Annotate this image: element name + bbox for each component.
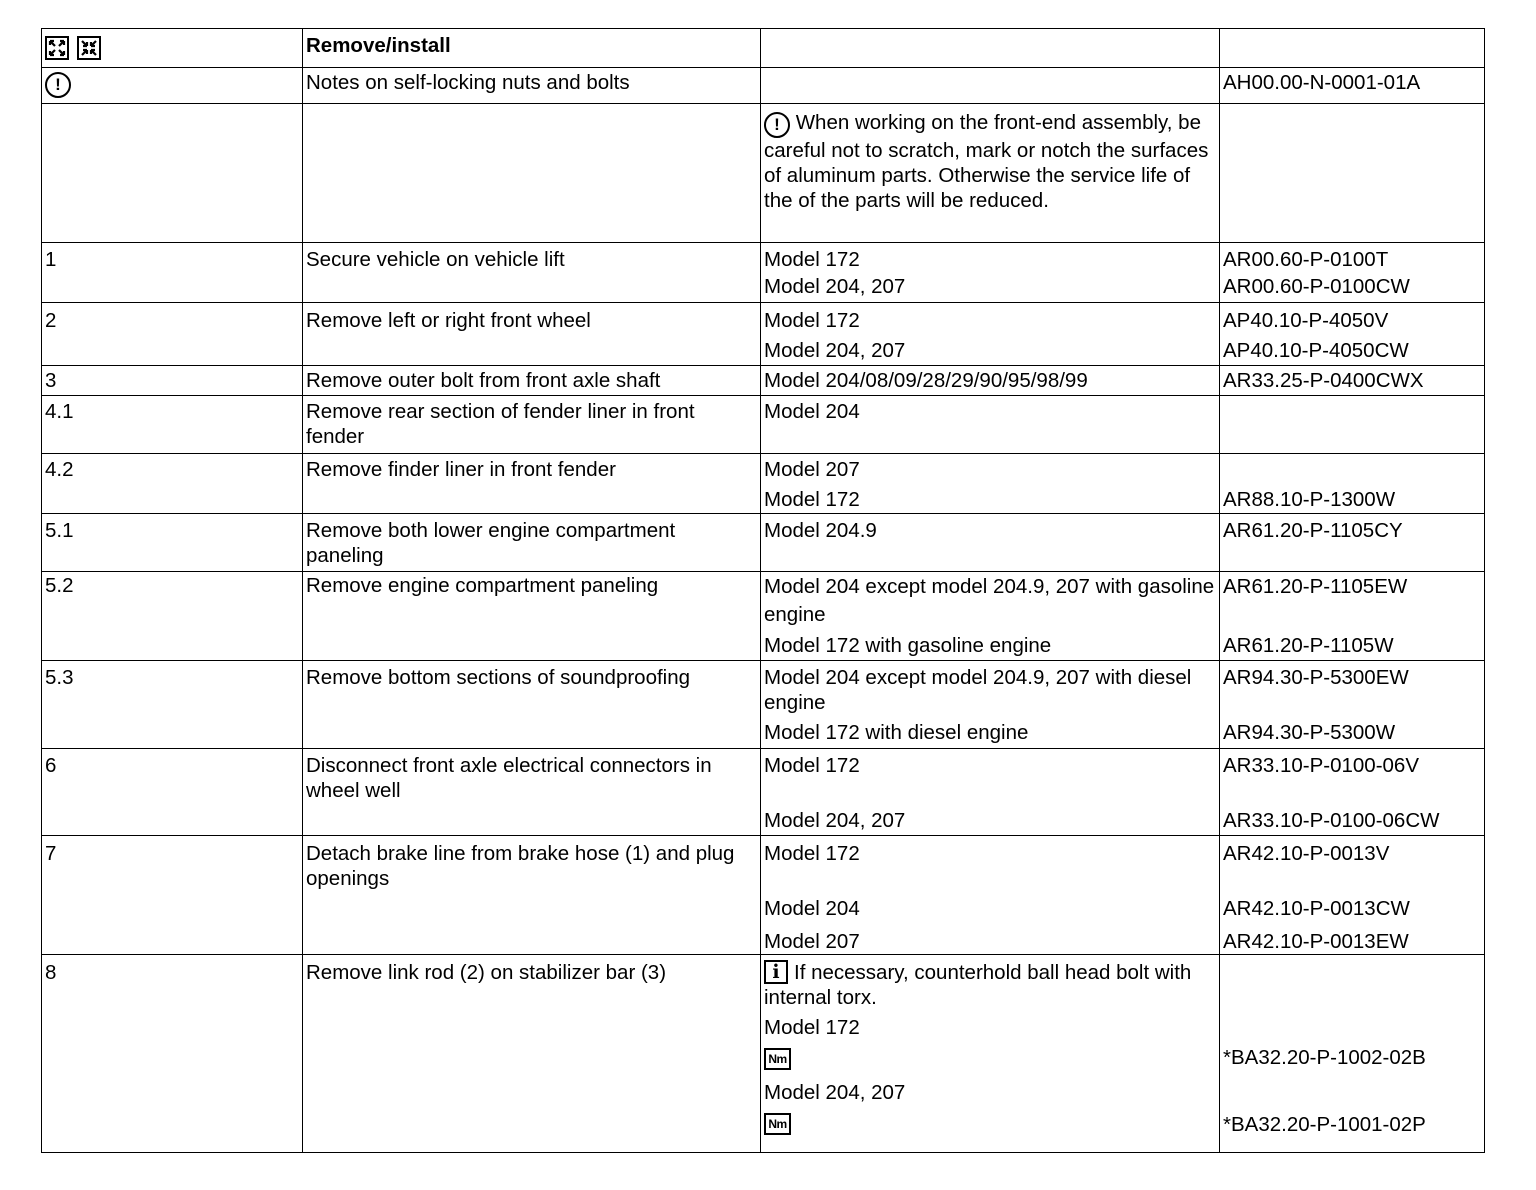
step-number: 4.1 [45, 400, 74, 423]
reference-link[interactable]: AR42.10-P-0013CW [1223, 897, 1410, 920]
step-description: Remove both lower engine compartment paneling [306, 519, 676, 567]
step-description: Remove rear section of fender liner in front fender [306, 400, 695, 448]
table-row [42, 514, 1485, 572]
reference-link[interactable]: *BA32.20-P-1001-02P [1223, 1113, 1426, 1136]
step-description: Detach brake line from brake hose (1) and plug openings [306, 842, 735, 890]
reference-link[interactable]: AR00.60-P-0100CW [1223, 275, 1410, 298]
reference-link[interactable]: AR33.10-P-0100-06V [1223, 754, 1420, 777]
reference-link[interactable]: AR61.20-P-1105CY [1223, 519, 1403, 542]
model-text: Model 204 [764, 400, 860, 423]
step-description: Remove outer bolt from front axle shaft [306, 369, 661, 392]
model-text: Model 207 [764, 930, 860, 953]
header-col4 [1220, 29, 1485, 68]
reference-link[interactable]: AR33.25-P-0400CWX [1223, 369, 1424, 392]
header-col3 [761, 29, 1220, 68]
reference-link[interactable]: AR61.20-P-1105W [1223, 634, 1394, 657]
reference-link[interactable]: AP40.10-P-4050CW [1223, 339, 1409, 362]
torque-row [764, 1110, 1215, 1135]
model-text: Model 172 [764, 1016, 860, 1039]
step-description: Secure vehicle on vehicle lift [306, 248, 565, 271]
step-number: 3 [45, 369, 57, 392]
model-text: Model 204 except model 204.9, 207 with diesel engine [764, 666, 1192, 714]
step-number: 8 [45, 961, 57, 984]
model-text: Model 204 [764, 897, 860, 920]
remove-icon [45, 36, 69, 60]
model-text: Model 204, 207 [764, 339, 906, 362]
header-row [42, 29, 1485, 68]
reference-link[interactable]: *BA32.20-P-1002-02B [1223, 1046, 1426, 1069]
header-icons-cell [42, 29, 303, 68]
model-text: Model 204/08/09/28/29/90/95/98/99 [764, 369, 1088, 392]
table-row [42, 836, 1485, 955]
notes-row [42, 68, 1485, 104]
step-number: 5.3 [45, 666, 74, 689]
step-description: Remove engine compartment paneling [306, 574, 659, 597]
step-description: Remove link rod (2) on stabilizer bar (3) [306, 961, 667, 984]
info-text: If necessary, counterhold ball head bolt with internal torx. [764, 961, 1192, 1009]
model-text: Model 172 [764, 488, 860, 511]
model-text: Model 172 [764, 309, 860, 332]
caution-text: When working on the front-end assembly, be careful not to scratch, mark or notch the surfaces of aluminum parts. Otherwise the service life of the of the parts will be reduced. [764, 111, 1209, 212]
step-description: Disconnect front axle electrical connectors in wheel well [306, 754, 712, 802]
info-icon: i [764, 960, 788, 984]
step-description: Remove left or right front wheel [306, 309, 591, 332]
table-row [42, 303, 1485, 366]
caution-row [42, 104, 1485, 243]
notes-ref[interactable]: AH00.00-N-0001-01A [1223, 71, 1421, 94]
procedure-table [41, 28, 1485, 1153]
torque-nm-icon: Nm [764, 1113, 791, 1135]
reference-link[interactable]: AR42.10-P-0013EW [1223, 930, 1409, 953]
model-text: Model 204 except model 204.9, 207 with gasoline engine [764, 575, 1215, 626]
model-text: Model 204, 207 [764, 1081, 906, 1104]
reference-link[interactable]: AR33.10-P-0100-06CW [1223, 809, 1440, 832]
reference-link[interactable]: AR42.10-P-0013V [1223, 842, 1390, 865]
reference-link[interactable]: AP40.10-P-4050V [1223, 309, 1389, 332]
warning-circle-icon: ! [764, 112, 790, 138]
step-description: Remove bottom sections of soundproofing [306, 666, 691, 689]
model-text: Model 172 [764, 248, 860, 271]
table-row [42, 396, 1485, 454]
step-number: 5.1 [45, 519, 74, 542]
table-row [42, 661, 1485, 749]
step-number: 5.2 [45, 574, 74, 597]
info-note [764, 960, 1215, 1010]
step-number: 7 [45, 842, 57, 865]
reference-link[interactable] [1223, 457, 1480, 482]
notes-text: Notes on self-locking nuts and bolts [306, 71, 630, 94]
table-row [42, 749, 1485, 836]
step-number: 4.2 [45, 458, 74, 481]
warning-circle-icon: ! [45, 72, 71, 98]
model-text: Model 207 [764, 458, 860, 481]
torque-nm-icon: Nm [764, 1048, 791, 1070]
table-row [42, 572, 1485, 661]
step-number: 2 [45, 309, 57, 332]
step-number: 1 [45, 248, 57, 271]
reference-link[interactable]: AR00.60-P-0100T [1223, 248, 1389, 271]
reference-link[interactable]: AR61.20-P-1105EW [1223, 575, 1408, 598]
model-text: Model 204.9 [764, 519, 877, 542]
reference-link[interactable]: AR94.30-P-5300EW [1223, 666, 1409, 689]
torque-row [764, 1045, 1215, 1070]
model-text: Model 172 with gasoline engine [764, 634, 1052, 657]
reference-link[interactable]: AR94.30-P-5300W [1223, 721, 1396, 744]
step-description: Remove finder liner in front fender [306, 458, 616, 481]
table-row [42, 454, 1485, 514]
install-icon [77, 36, 101, 60]
table-row [42, 243, 1485, 303]
table-row [42, 366, 1485, 396]
model-text: Model 172 with diesel engine [764, 721, 1029, 744]
model-text: Model 172 [764, 754, 860, 777]
header-title: Remove/install [306, 34, 451, 57]
model-text: Model 204, 207 [764, 809, 906, 832]
model-text: Model 204, 207 [764, 275, 906, 298]
reference-link[interactable]: AR88.10-P-1300W [1223, 488, 1396, 511]
model-text: Model 172 [764, 842, 860, 865]
table-row [42, 955, 1485, 1153]
step-number: 6 [45, 754, 57, 777]
